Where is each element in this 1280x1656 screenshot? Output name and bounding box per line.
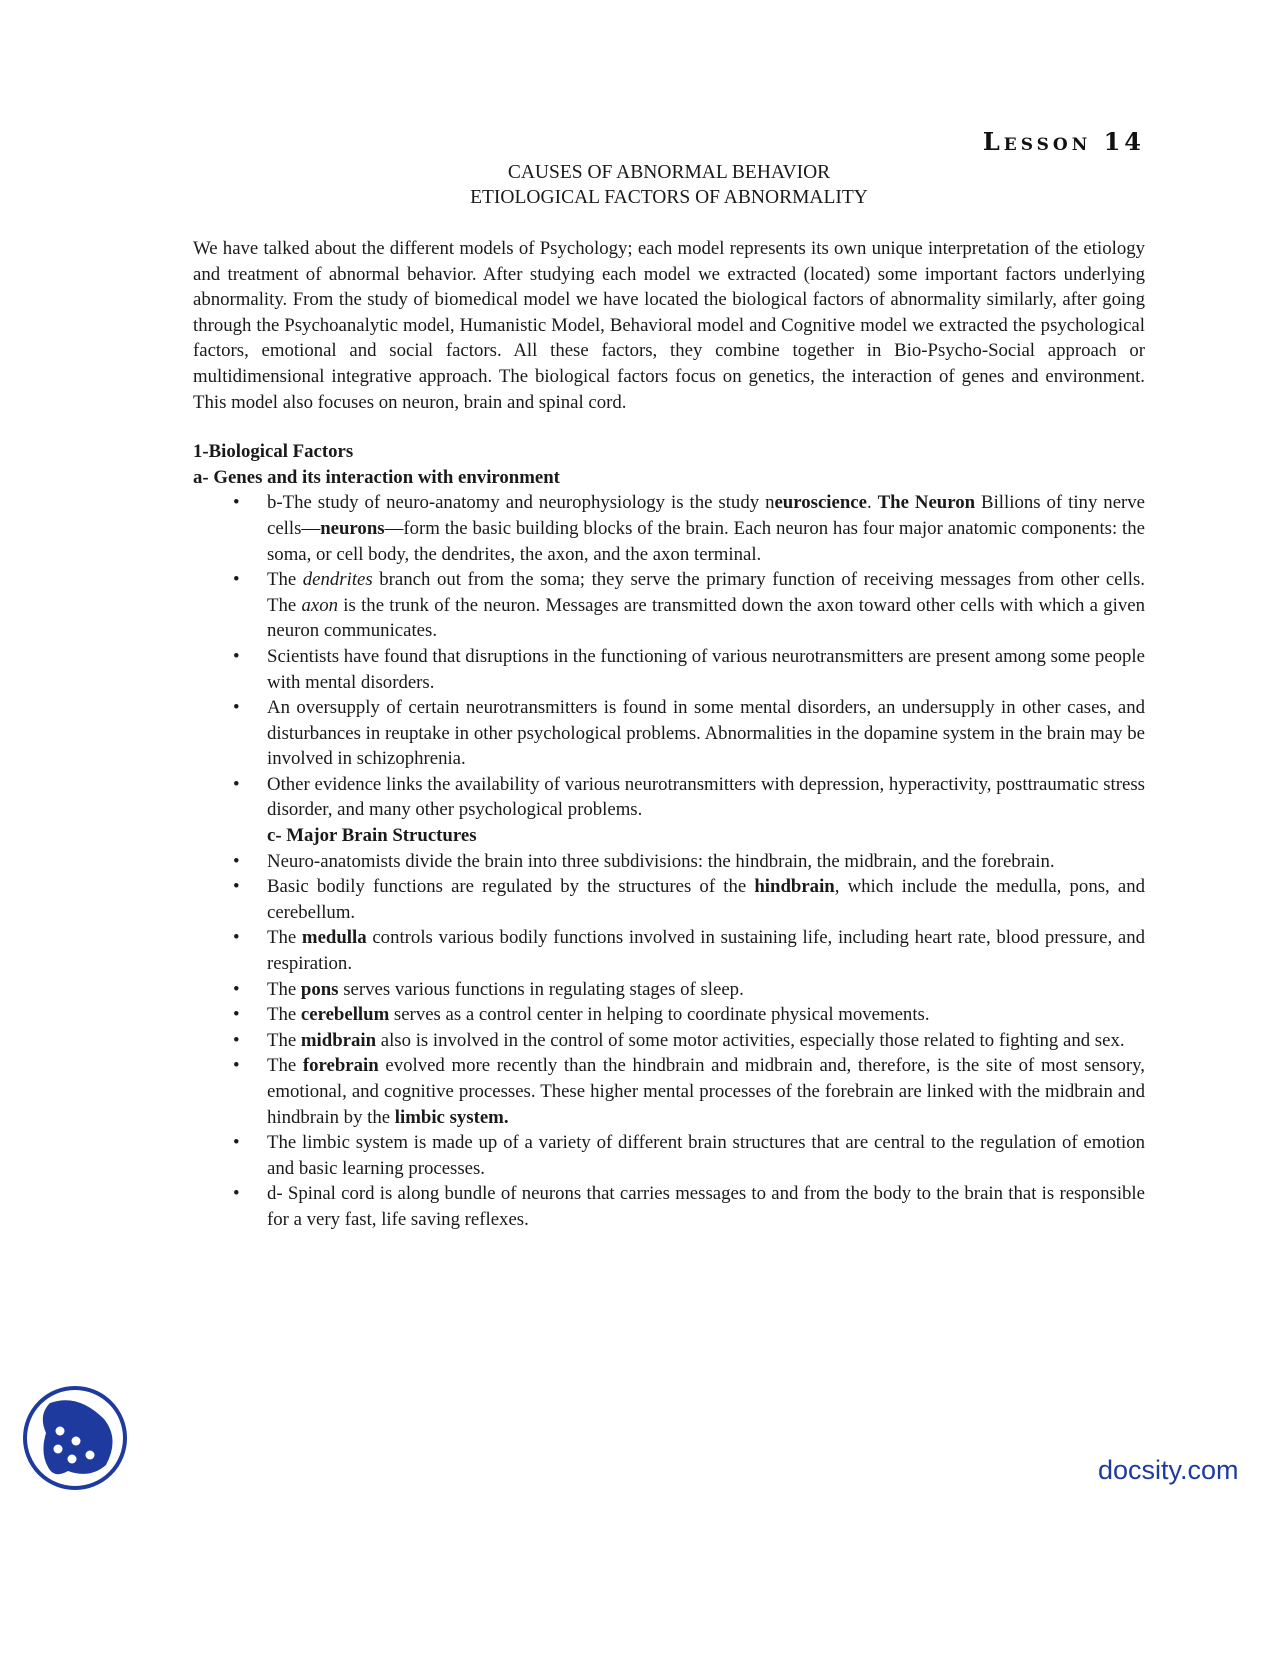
intro-paragraph: We have talked about the different models of Psychology; each model represents its own unique interpretation of the etiology and treatment of abnormal behavior. After studying each model we extracted (located) some important factors underlying abnormality. From the study of biomedical model we have located the biological factors of abnormality similarly, after going through the Psychoanalytic model, Humanistic Model, Behavioral model and Cognitive model we extracted the psychological factors, emotional and social factors. All these factors, they combine together in Bio-Psycho-Social approach or multidimensional integrative approach. The biological factors focus on genetics, the interaction of genes and environment. This model also focuses on neuron, brain and spinal cord. [193, 238, 1145, 413]
bullet-icon: • [233, 978, 240, 1000]
text: . [866, 492, 878, 514]
bullet-icon: • [233, 876, 240, 898]
text: , which include the medulla, pons, and cerebellum. [267, 876, 1145, 923]
list-item [193, 1028, 1145, 1054]
bold-term: medulla [301, 927, 367, 949]
bullet-icon: • [233, 569, 240, 591]
text: controls various bodily functions involved in sustaining life, including heart rate, blood pressure, and respiration. [267, 927, 1145, 975]
bullet-list [193, 849, 1145, 1233]
text: The [267, 927, 302, 949]
text: serves as a control center in helping to coordinate physical movements. [389, 1004, 930, 1026]
text: Other evidence links the availability of various neurotransmitters with depression, hyperactivity, posttraumatic stress disorder, and many other psychological problems. [267, 773, 1145, 821]
bold-term: limbic system. [394, 1106, 509, 1128]
text: Billions of tiny nerve cells— [267, 492, 1146, 539]
page-subtitle: ETIOLOGICAL FACTORS OF ABNORMALITY [470, 187, 868, 208]
site-link[interactable]: docsity.com [1098, 1455, 1239, 1485]
text: An oversupply of certain neurotransmitters is found in some mental disorders, an undersupply in other cases, and disturbances in reuptake in other psychological problems. Abnormalities in the dopamine system in the brain may be involved in schizophrenia. [267, 697, 1145, 770]
bullet-icon: • [233, 850, 240, 872]
list-item [193, 644, 1145, 695]
logo-dot [56, 1427, 65, 1436]
text: branch out from the soma; they serve the primary function of receiving messages from other cells. The [267, 569, 1145, 616]
list-item [193, 849, 1145, 875]
bold-term: forebrain [302, 1055, 379, 1077]
page-titles [193, 160, 1145, 210]
bold-term: midbrain [300, 1029, 377, 1051]
subheading-genes: a- Genes and its interaction with environment [193, 466, 560, 488]
text: —form the basic building blocks of the brain. Each neuron has four major anatomic components: the soma, or cell body, the dendrites, the axon, and the axon terminal. [267, 517, 1145, 565]
bold-term: cerebellum [300, 1004, 390, 1026]
text: Neuro-anatomists divide the brain into three subdivisions: the hindbrain, the midbrain, and the forebrain. [267, 850, 1055, 872]
bullet-icon: • [233, 492, 240, 514]
bullet-icon: • [233, 1029, 240, 1051]
logo-dot [68, 1455, 77, 1464]
logo-dot [72, 1437, 81, 1446]
list-item [193, 977, 1145, 1003]
bold-term: pons [300, 978, 339, 1000]
section-heading: 1-Biological Factors [193, 441, 354, 463]
italic-term: axon [301, 594, 338, 616]
text: The [267, 569, 303, 591]
bold-term: hindbrain [754, 876, 835, 898]
logo-dot [86, 1451, 95, 1460]
list-item [193, 925, 1145, 976]
list-item [193, 695, 1145, 772]
bullet-icon: • [233, 1132, 240, 1154]
docsity-logo-icon[interactable] [20, 1383, 130, 1493]
text: serves various functions in regulating stages of sleep. [338, 978, 744, 1000]
bullet-icon: • [233, 645, 240, 667]
text: b-The study of neuro-anatomy and neurophysiology is the study n [267, 492, 775, 514]
list-item [193, 1181, 1145, 1232]
text: The [267, 1055, 303, 1077]
list-item [193, 1130, 1145, 1181]
bullet-icon: • [233, 773, 240, 795]
list-item [193, 1002, 1145, 1028]
bold-term: neurons [320, 517, 385, 539]
list-item [193, 772, 1145, 823]
text: The [267, 1029, 301, 1051]
list-item [193, 1053, 1145, 1130]
subheading-brain-structures: c- Major Brain Structures [267, 825, 477, 847]
text: The [267, 978, 301, 1000]
lesson-number: Lesson 14 [982, 127, 1145, 156]
document-body [193, 236, 1145, 1233]
bullet-list [193, 490, 1145, 823]
italic-term: dendrites [302, 569, 373, 591]
text: is the trunk of the neuron. Messages are transmitted down the axon toward other cells with which a given neuron communicates. [267, 594, 1145, 642]
logo-dot [54, 1445, 63, 1454]
bullet-icon: • [233, 1004, 240, 1026]
text: also is involved in the control of some motor activities, especially those related to fighting and sex. [376, 1029, 1125, 1051]
bullet-icon: • [233, 927, 240, 949]
bullet-icon: • [233, 697, 240, 719]
page-title: CAUSES OF ABNORMAL BEHAVIOR [507, 162, 831, 183]
text: evolved more recently than the hindbrain and midbrain and, therefore, is the site of most sensory, emotional, and cognitive processes. These higher mental processes of the forebrain are linked with the midbrain and hindbrain by the [267, 1055, 1145, 1128]
text: The [267, 1004, 301, 1026]
bold-term: The Neuron [877, 492, 976, 514]
text: The limbic system is made up of a variety of different brain structures that are central to the regulation of emotion and basic learning processes. [267, 1132, 1145, 1179]
text: Basic bodily functions are regulated by the structures of the [267, 876, 755, 898]
text: d- Spinal cord is along bundle of neurons that carries messages to and from the body to the brain that is responsible for a very fast, life saving reflexes. [267, 1183, 1145, 1230]
bullet-icon: • [233, 1183, 240, 1205]
list-item [193, 874, 1145, 925]
list-item [193, 567, 1145, 644]
list-item [193, 490, 1145, 567]
bullet-icon: • [233, 1055, 240, 1077]
text: Scientists have found that disruptions in the functioning of various neurotransmitters are present among some people with mental disorders. [267, 645, 1145, 693]
bold-term: euroscience [774, 492, 867, 514]
